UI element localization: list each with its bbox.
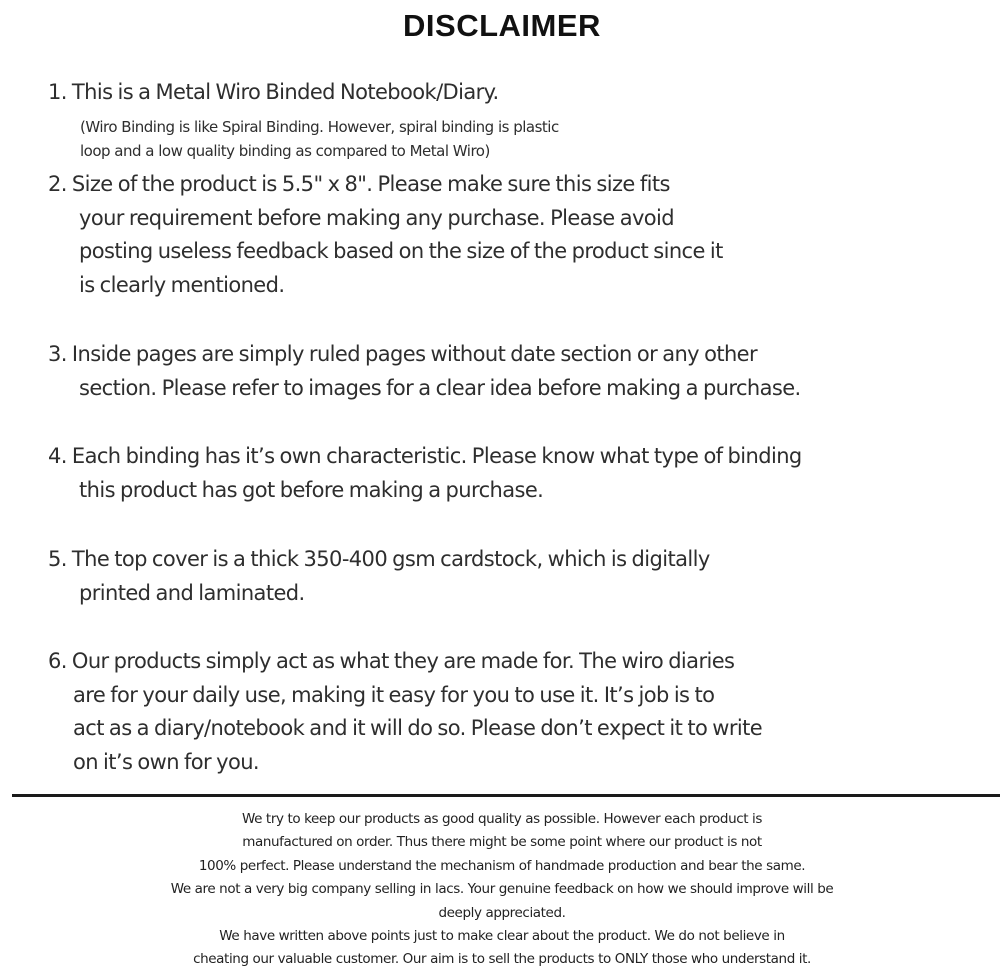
disclaimer-item-4 (48, 440, 802, 507)
item-4-line-2: this product has got before making a purchase. (79, 477, 544, 502)
item-4-line-1: 4. Each binding has it’s own characteristic. Please know what type of binding (48, 444, 802, 468)
footer-line-5: deeply appreciated. (438, 904, 566, 921)
disclaimer-item-3 (48, 338, 801, 405)
footer-line-7: cheating our valuable customer. Our aim is to sell the products to ONLY those who understand it. (193, 951, 811, 968)
item-5-line-1: 5. The top cover is a thick 350-400 gsm cardstock, which is digitally (48, 547, 710, 571)
footer-line-3: 100% perfect. Please understand the mechanism of handmade production and bear the same. (198, 857, 806, 874)
item-1-note-line-2: loop and a low quality binding as compared to Metal Wiro) (80, 142, 490, 160)
disclaimer-item-2 (48, 168, 723, 302)
item-1-note (80, 115, 559, 163)
item-6-line-2: are for your daily use, making it easy for you to use it. It’s job is to (73, 682, 715, 707)
footer-note (0, 808, 1004, 972)
footer-line-2: manufactured on order. Thus there might be some point where our product is not (242, 834, 762, 851)
divider (12, 794, 1000, 797)
item-1-line-1: 1. This is a Metal Wiro Binded Notebook/Diary. (48, 80, 499, 104)
footer-line-6: We have written above points just to make clear about the product. We do not believe in (219, 928, 785, 945)
disclaimer-item-1 (48, 76, 499, 110)
footer-line-1: We try to keep our products as good quality as possible. However each product is (241, 811, 763, 827)
item-2-line-4: is clearly mentioned. (79, 272, 285, 297)
item-3-line-1: 3. Inside pages are simply ruled pages without date section or any other (48, 342, 758, 366)
item-2-line-1: 2. Size of the product is 5.5" x 8". Please make sure this size fits (48, 172, 670, 196)
item-6-line-4: on it’s own for you. (73, 749, 260, 774)
item-6-line-1: 6. Our products simply act as what they are made for. The wiro diaries (48, 649, 735, 673)
item-3-line-2: section. Please refer to images for a clear idea before making a purchase. (79, 375, 801, 400)
item-2-line-3: posting useless feedback based on the size of the product since it (79, 239, 723, 263)
page-title: DISCLAIMER (403, 8, 601, 43)
disclaimer-item-6 (48, 645, 762, 779)
item-1-note-line-1: (Wiro Binding is like Spiral Binding. However, spiral binding is plastic (80, 118, 559, 136)
footer-line-4: We are not a very big company selling in lacs. Your genuine feedback on how we should improve will be (170, 881, 834, 898)
item-2-line-2: your requirement before making any purchase. Please avoid (79, 205, 675, 230)
item-5-line-2: printed and laminated. (79, 580, 305, 605)
disclaimer-item-5 (48, 543, 710, 610)
item-6-line-3: act as a diary/notebook and it will do so. Please don’t expect it to write (73, 716, 763, 740)
